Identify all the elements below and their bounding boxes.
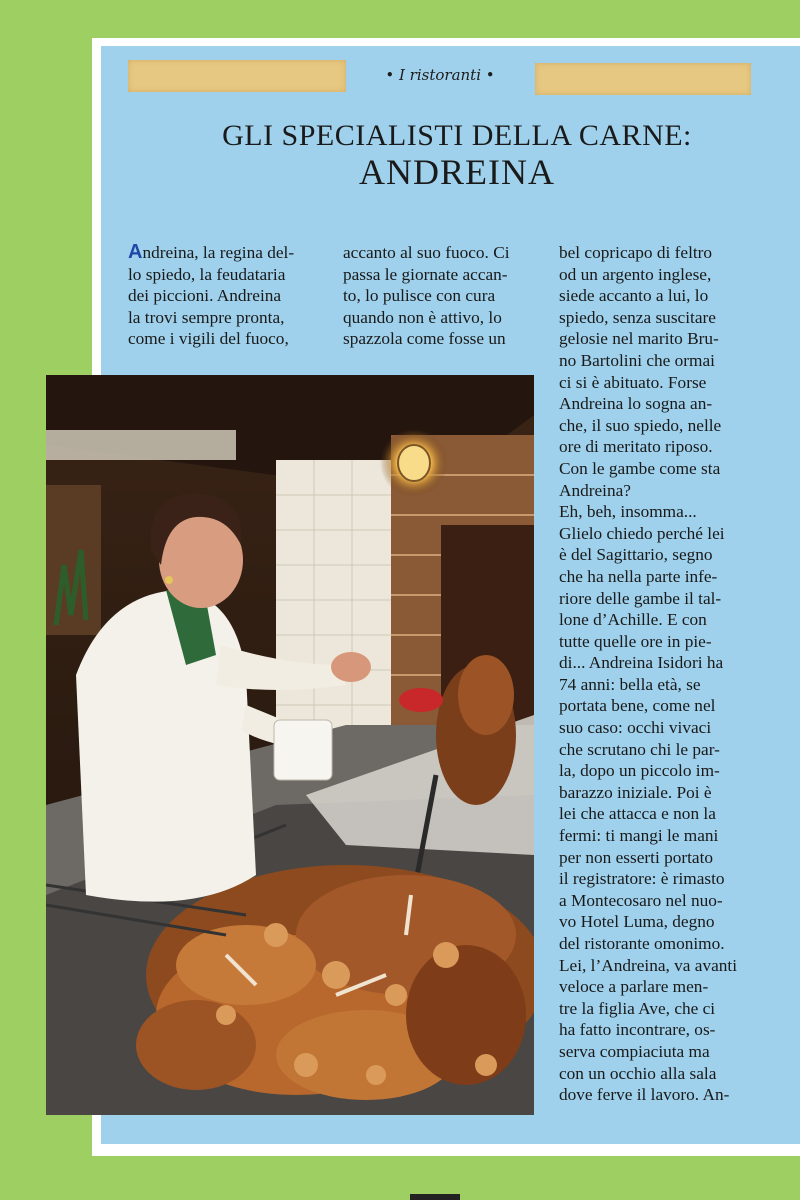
column-3-line: od un argento inglese, [559,264,712,284]
column-3-line: con un occhio alla sala [559,1063,717,1083]
column-3-line: che ha nella parte infe- [559,566,718,586]
column-3-line: ci si è abituato. Forse [559,372,707,392]
hood-beam [46,430,236,460]
column-2-line: passa le giornate accan- [343,264,508,284]
column-3-line: Glielo chiedo perché lei [559,523,725,543]
section-label: • I ristoranti • [385,66,495,84]
column-3-line: ore di meritato riposo. [559,437,713,457]
column-3-line: portata bene, come nel [559,696,716,716]
article-column-1 [128,242,324,350]
tiled-wall [276,460,391,750]
column-3-line: ha fatto incontrare, os- [559,1020,716,1040]
column-3-line: suo caso: occhi vivaci [559,718,712,738]
photo-illustration [46,375,534,1115]
column-3-line: bel copricapo di feltro [559,243,713,262]
column-3-line: che, il suo spiedo, nelle [559,415,722,435]
column-1-line: dei piccioni. Andreina [128,286,282,306]
column-3-line: del ristorante omonimo. [559,934,725,953]
decorative-tape-right [535,63,751,95]
column-3-line: di... Andreina Isidori ha [559,653,724,673]
column-1-line: come i vigili del fuoco, [128,329,289,349]
column-3-line: Lei, l’Andreina, va avanti [559,955,738,975]
column-3-line: 74 anni: bella età, se [559,674,701,694]
headline-line-2: ANDREINA [359,152,555,192]
column-3-line: per non esserti portato [559,847,714,867]
column-2-line: spazzola come fosse un [343,329,506,349]
column-3-line: Andreina? [559,480,631,500]
photo-andreina-at-spit [46,375,534,1115]
column-3-line: spiedo, senza suscitare [559,307,716,327]
article-column-3 [559,242,781,1106]
column-3-line: siede accanto a lui, lo [559,286,709,306]
headline-line-1: GLI SPECIALISTI DELLA CARNE: [222,119,692,152]
column-3-line: dove ferve il lavoro. An- [559,1085,730,1105]
column-3-line: a Montecosaro nel nuo- [559,890,723,910]
column-3-line: Eh, beh, insomma... [559,502,697,522]
column-3-line: gelosie nel marito Bru- [559,329,719,349]
column-3-line: Andreina lo sogna an- [559,394,713,414]
wall-lamp [398,445,430,481]
right-hand [331,652,371,682]
column-1-line: la trovi sempre pronta, [128,307,285,327]
column-3-line: Con le gambe come sta [559,458,721,478]
column-3-line: vo Hotel Luma, degno [559,912,715,932]
column-3-line: la, dopo un piccolo im- [559,761,720,781]
column-1-line: Andreina, la regina del- [128,241,295,263]
column-3-line: no Bartolini che ormai [559,350,715,370]
column-1-line: lo spiedo, la feudataria [128,264,286,284]
column-3-line: che scrutano chi le par- [559,739,720,759]
column-2-line: quando non è attivo, lo [343,307,502,327]
column-3-line: veloce a parlare men- [559,977,709,997]
page-tab [410,1194,460,1200]
decorative-tape-left [128,60,346,92]
red-bowl [399,688,443,712]
white-apron [76,590,256,902]
column-2-line: to, lo pulisce con cura [343,286,496,306]
column-3-line: fermi: ti mangi le mani [559,826,719,846]
column-3-line: è del Sagittario, segno [559,545,713,565]
article-column-2 [343,242,539,350]
column-3-line: tutte quelle ore in pie- [559,631,712,651]
column-3-line: lei che attacca e non la [559,804,716,824]
column-3-line: barazzo iniziale. Poi è [559,782,712,802]
column-3-line: il registratore: è rimasto [559,869,725,889]
bowl [274,720,332,780]
drop-cap: A [128,241,143,263]
column-3-line: lone d’Achille. E con [559,610,707,630]
column-3-line: serva compiaciuta ma [559,1041,710,1061]
column-2-line: accanto al suo fuoco. Ci [343,243,510,262]
column-3-line: riore delle gambe il tal- [559,588,722,608]
column-3-line: tre la figlia Ave, che ci [559,998,716,1018]
earring [165,576,173,584]
